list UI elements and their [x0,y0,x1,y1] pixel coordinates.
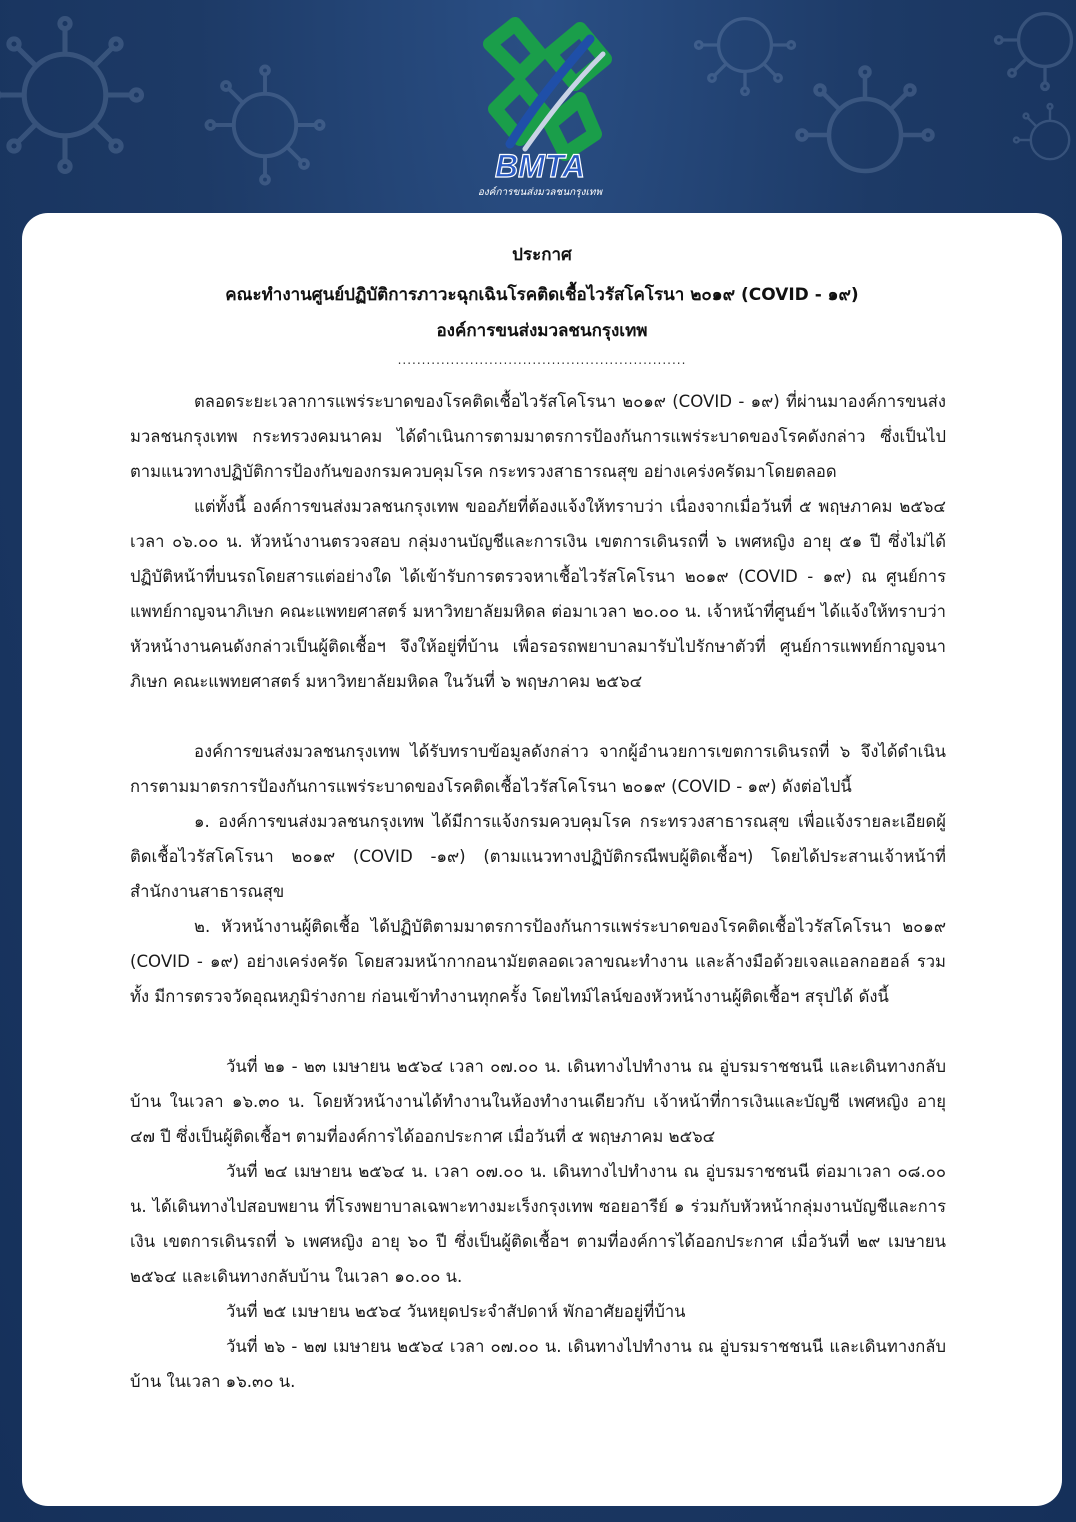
announcement-card [22,213,1062,1506]
virus-icon [200,60,330,190]
bmta-logo [455,14,625,204]
virus-icon [790,60,940,210]
logo-org-name: องค์การขนส่งมวลชนกรุงเทพ [477,187,603,198]
virus-icon [0,10,150,180]
paragraph-3: องค์การขนส่งมวลชนกรุงเทพ ได้รับทราบข้อมูลดังกล่าว จากผู้อำนวยการเขตการเดินรถที่ ๖ จึงได้ดำเนินการตามมาตรการป้องกันการแพร่ระบาดของโรคติดเชื้อไวรัสโคโรนา ๒๐๑๙ (COVID - ๑๙) ดังต่อไปนี้ [130,742,946,796]
paragraph-4: ๑. องค์การขนส่งมวลชนกรุงเทพ ได้มีการแจ้งกรมควบคุมโรค กระทรวงสาธารณสุข เพื่อแจ้งรายละเอียดผู้ติดเชื้อไวรัสโคโรนา ๒๐๑๙ (COVID -๑๙) (ตามแนวทางปฏิบัติกรณีพบผู้ติดเชื้อฯ) โดยได้ประสานเจ้าหน้าที่สำนักงานสาธารณสุข [130,812,946,901]
announcement-org: องค์การขนส่งมวลชนกรุงเทพ [436,321,648,341]
virus-icon [990,0,1076,95]
paragraph-2: แต่ทั้งนี้ องค์การขนส่งมวลชนกรุงเทพ ขออภัยที่ต้องแจ้งให้ทราบว่า เนื่องจากเมื่อวันที่ ๕ พฤษภาคม ๒๕๖๔ เวลา ๐๖.๐๐ น. หัวหน้างานตรวจสอบ กลุ่มงานบัญชีและการเงิน เขตการเดินรถที่ ๖ เพศหญิง อายุ ๕๑ ปี ซึ่งไม่ได้ปฏิบัติหน้าที่บนรถโดยสารแต่อย่างใด ได้เข้ารับการตรวจหาเชื้อไวรัสโคโรนา ๒๐๑๙ (COVID - ๑๙) ณ ศูนย์การแพทย์กาญจนาภิเษก คณะแพทยศาสตร์ มหาวิทยาลัยมหิดล ต่อมาเวลา ๒๐.๐๐ น. เจ้าหน้าที่ศูนย์ฯ ได้แจ้งให้ทราบว่า หัวหน้างานคนดังกล่าวเป็นผู้ติดเชื้อฯ จึงให้อยู่ที่บ้าน เพื่อรอรถพยาบาลมารับไปรักษาตัวที่ ศูนย์การแพทย์กาญจนาภิเษก คณะแพทยศาสตร์ มหาวิทยาลัยมหิดล ในวันที่ ๖ พฤษภาคม ๒๕๖๔ [130,497,946,691]
timeline-entry-4: วันที่ ๒๖ - ๒๗ เมษายน ๒๕๖๔ เวลา ๐๗.๐๐ น. เดินทางไปทำงาน ณ อู่บรมราชชนนี และเดินทางกลับบ้าน ในเวลา ๑๖.๓๐ น. [130,1337,946,1391]
separator: ............................................................ [397,353,687,367]
announcement-title: ประกาศ [512,245,572,265]
announcement-committee: คณะทำงานศูนย์ปฏิบัติการภาวะฉุกเฉินโรคติดเชื้อไวรัสโคโรนา ๒๐๑๙ (COVID - ๑๙) [225,285,859,305]
virus-icon [1010,100,1076,180]
timeline-entry-1: วันที่ ๒๑ - ๒๓ เมษายน ๒๕๖๔ เวลา ๐๗.๐๐ น. เดินทางไปทำงาน ณ อู่บรมราชชนนี และเดินทางกลับบ้าน ในเวลา ๑๖.๓๐ น. โดยหัวหน้างานได้ทำงานในห้องทำงานเดียวกับ เจ้าหน้าที่การเงินและบัญชี เพศหญิง อายุ ๔๗ ปี ซึ่งเป็นผู้ติดเชื้อฯ ตามที่องค์การได้ออกประกาศ เมื่อวันที่ ๕ พฤษภาคม ๒๕๖๔ [130,1057,946,1146]
timeline-entry-3: วันที่ ๒๕ เมษายน ๒๕๖๔ วันหยุดประจำสัปดาห์ พักอาศัยอยู่ที่บ้าน [226,1302,686,1321]
timeline-entry-2: วันที่ ๒๔ เมษายน ๒๕๖๔ น. เวลา ๐๗.๐๐ น. เดินทางไปทำงาน ณ อู่บรมราชชนนี ต่อมาเวลา ๐๘.๐๐ น. ได้เดินทางไปสอบพยาน ที่โรงพยาบาลเฉพาะทางมะเร็งกรุงเทพ ซอยอารีย์ ๑ ร่วมกับหัวหน้ากลุ่มงานบัญชีและการเงิน เขตการเดินรถที่ ๖ เพศหญิง อายุ ๖๐ ปี ซึ่งเป็นผู้ติดเชื้อฯ ตามที่องค์การได้ออกประกาศ เมื่อวันที่ ๒๙ เมษายน ๒๕๖๔ และเดินทางกลับบ้าน ในเวลา ๑๐.๐๐ น. [130,1162,946,1286]
virus-icon [690,0,800,100]
paragraph-5: ๒. หัวหน้างานผู้ติดเชื้อ ได้ปฏิบัติตามมาตรการป้องกันการแพร่ระบาดของโรคติดเชื้อไวรัสโคโรนา ๒๐๑๙ (COVID - ๑๙) อย่างเคร่งครัด โดยสวมหน้ากากอนามัยตลอดเวลาขณะทำงาน และล้างมือด้วยเจลแอลกอฮอล์ รวมทั้ง มีการตรวจวัดอุณหภูมิร่างกาย ก่อนเข้าทำงานทุกครั้ง โดยไทม์ไลน์ของหัวหน้างานผู้ติดเชื้อฯ สรุปได้ ดังนี้ [130,917,946,1006]
logo-brand: BMTA [494,148,586,184]
paragraph-1: ตลอดระยะเวลาการแพร่ระบาดของโรคติดเชื้อไวรัสโคโรนา ๒๐๑๙ (COVID - ๑๙) ที่ผ่านมาองค์การขนส่งมวลชนกรุงเทพ กระทรวงคมนาคม ได้ดำเนินการตามมาตรการป้องกันการแพร่ระบาดของโรคดังกล่าว ซึ่งเป็นไปตามแนวทางปฏิบัติการป้องกันของกรมควบคุมโรค กระทรวงสาธารณสุข อย่างเคร่งครัดมาโดยตลอด [130,392,946,481]
